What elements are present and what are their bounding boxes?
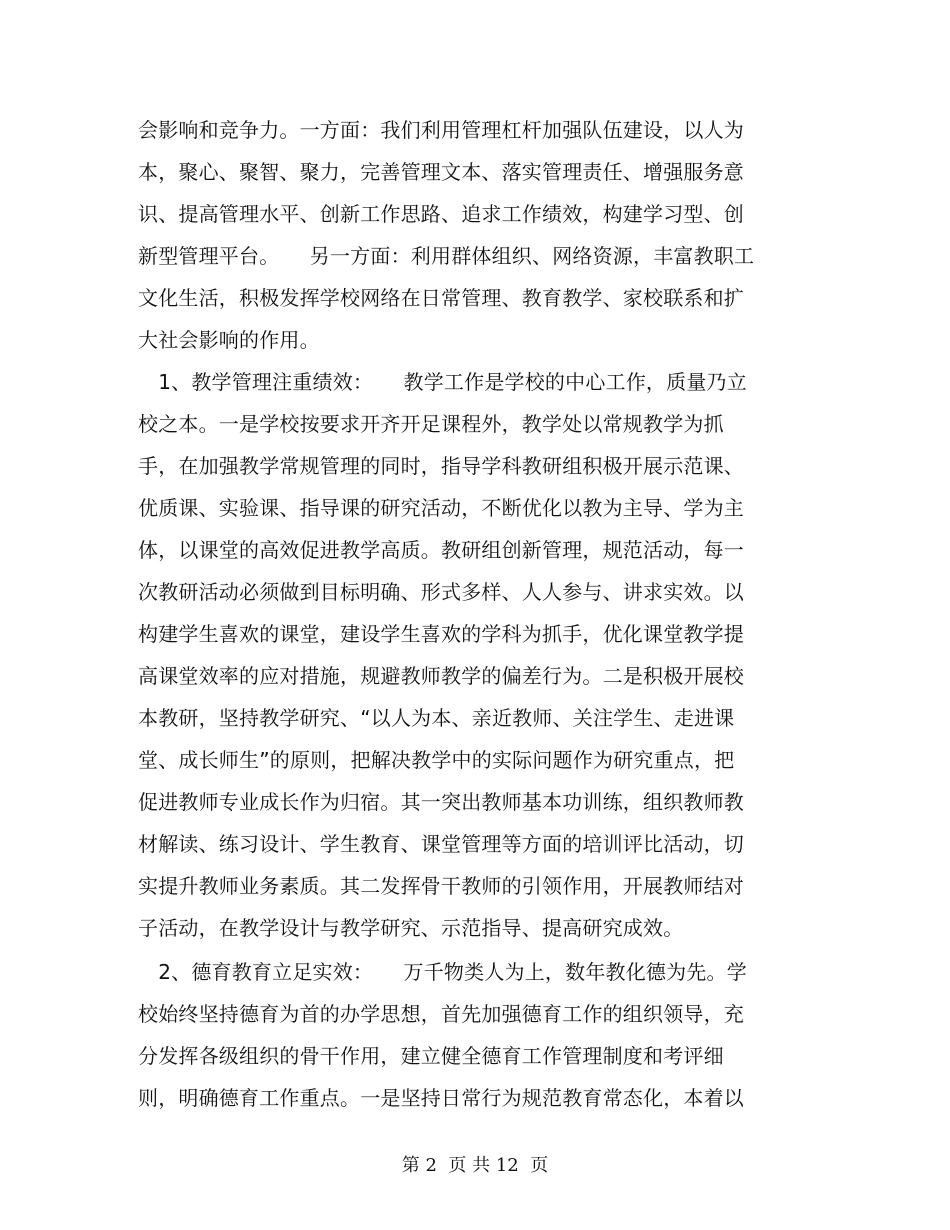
text-line: 识、提高管理水平、创新工作思路、追求工作绩效，构建学习型、创 [138, 202, 744, 226]
page-number-footer: 第 2 页 共 12 页 [401, 1155, 549, 1176]
text-line: 校始终坚持德育为首的办学思想，首先加强德育工作的组织领导，充 [138, 1002, 744, 1026]
section-heading-line: 2、德育教育立足实效： 万千物类人为上，数年教化德为先。学 [138, 960, 747, 984]
text-line: 子活动，在教学设计与教学研究、示范指导、提高研究成效。 [138, 916, 684, 940]
text-line: 手，在加强教学常规管理的同时，指导学科教研组积极开展示范课、 [138, 454, 744, 478]
text-line: 文化生活，积极发挥学校网络在日常管理、教育教学、家校联系和扩 [138, 286, 744, 310]
text-line: 构建学生喜欢的课堂，建设学生喜欢的学科为抓手，优化课堂教学提 [138, 622, 744, 646]
text-line: 体，以课堂的高效促进教学高质。教研组创新管理，规范活动，每一 [138, 538, 744, 562]
text-line: 大社会影响的作用。 [138, 328, 320, 352]
text-line: 分发挥各级组织的骨干作用，建立健全德育工作管理制度和考评细 [138, 1044, 724, 1068]
section-heading-line: 1、教学管理注重绩效： 教学工作是学校的中心工作，质量乃立 [138, 370, 747, 394]
text-line: 促进教师专业成长作为归宿。其一突出教师基本功训练，组织教师教 [138, 790, 744, 814]
text-line: 本，聚心、聚智、聚力，完善管理文本、落实管理责任、增强服务意 [138, 160, 744, 184]
text-line: 会影响和竞争力。一方面：我们利用管理杠杆加强队伍建设，以人为 [138, 118, 744, 142]
text-line: 则，明确德育工作重点。一是坚持日常行为规范教育常态化，本着以 [138, 1086, 744, 1110]
text-line: 堂、成长师生”的原则，把解决教学中的实际问题作为研究重点，把 [138, 748, 735, 772]
text-line: 校之本。一是学校按要求开齐开足课程外，教学处以常规教学为抓 [138, 412, 724, 436]
text-line: 实提升教师业务素质。其二发挥骨干教师的引领作用，开展教师结对 [138, 874, 744, 898]
text-line: 次教研活动必须做到目标明确、形式多样、人人参与、讲求实效。以 [138, 580, 744, 604]
text-line: 本教研，坚持教学研究、“以人为本、亲近教师、关注学生、走进课 [138, 706, 735, 730]
text-line: 材解读、练习设计、学生教育、课堂管理等方面的培训评比活动，切 [138, 832, 744, 856]
text-line: 优质课、实验课、指导课的研究活动，不断优化以教为主导、学为主 [138, 496, 744, 520]
text-line: 新型管理平台。 另一方面：利用群体组织、网络资源，丰富教职工 [138, 244, 755, 268]
text-line: 高课堂效率的应对措施，规避教师教学的偏差行为。二是积极开展校 [138, 664, 744, 688]
